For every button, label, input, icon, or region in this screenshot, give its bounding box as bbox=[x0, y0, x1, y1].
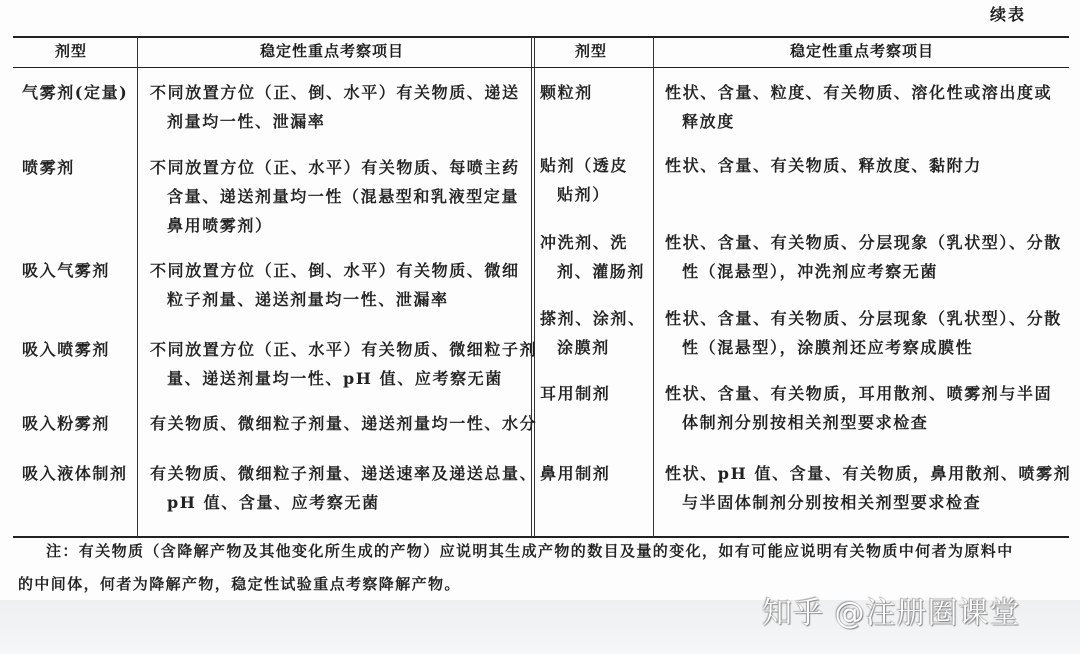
cell-line: 鼻用制剂 bbox=[540, 464, 611, 483]
cell-line: 不同放置方位（正、倒、水平）有关物质、微细 bbox=[150, 261, 520, 280]
left-row-6-dosage-form bbox=[22, 459, 128, 488]
left-row-2-dosage-form bbox=[22, 153, 75, 182]
cell-line: 吸入液体制剂 bbox=[22, 464, 128, 483]
cell-line: 耳用制剂 bbox=[540, 384, 611, 403]
cell-line: 剂量均一性、泄漏率 bbox=[167, 112, 326, 131]
header-rule bbox=[13, 67, 1069, 68]
cell-line: 鼻用喷雾剂） bbox=[167, 216, 273, 235]
cell-line: 吸入喷雾剂 bbox=[22, 340, 111, 359]
right-row-3-test-items bbox=[665, 228, 1062, 286]
cell-line: 性状、含量、粒度、有关物质、溶化性或溶出度或 bbox=[665, 83, 1053, 102]
watermark: 知乎 @注册圈课堂 bbox=[762, 596, 1021, 631]
cell-line: 有关物质、微细粒子剂量、递送速率及递送总量、 bbox=[150, 464, 538, 483]
header-left-items: 稳定性重点考察项目 bbox=[260, 42, 405, 60]
left-column-divider bbox=[137, 37, 138, 537]
cell-line: 涂膜剂 bbox=[557, 338, 610, 357]
cell-line: 剂、灌肠剂 bbox=[557, 262, 646, 281]
cell-line: 性状、含量、有关物质，耳用散剂、喷雾剂与半固 bbox=[665, 384, 1053, 403]
cell-line: 粒子剂量、递送剂量均一性、泄漏率 bbox=[167, 290, 449, 309]
cell-line: 贴剂） bbox=[557, 185, 610, 204]
left-row-3-dosage-form bbox=[22, 256, 110, 285]
left-row-1-dosage-form bbox=[22, 78, 128, 107]
cell-line: 冲洗剂、洗 bbox=[540, 233, 629, 252]
cell-line: 性（混悬型），冲洗剂应考察无菌 bbox=[682, 262, 939, 281]
table-note-line-1: 注：有关物质（含降解产物及其他变化所生成的产物）应说明其生成产物的数目及量的变化，如有可能应说明有关物质中何者为原料中 bbox=[46, 542, 1014, 560]
left-row-2-test-items bbox=[150, 153, 520, 240]
left-row-4-test-items bbox=[150, 335, 537, 393]
cell-line: 贴剂（透皮 bbox=[540, 156, 629, 175]
right-row-1-dosage-form bbox=[540, 78, 593, 107]
table-bottom-rule bbox=[13, 536, 1069, 538]
right-row-1-test-items bbox=[665, 78, 1052, 136]
cell-line: 与半固体制剂分别按相关剂型要求检查 bbox=[682, 493, 982, 512]
cell-line: 含量、递送剂量均一性（混悬型和乳液型定量 bbox=[167, 187, 520, 206]
cell-line: 体制剂分别按相关剂型要求检查 bbox=[682, 413, 929, 432]
header-right-type: 剂型 bbox=[575, 42, 608, 60]
cell-line: 吸入粉雾剂 bbox=[22, 414, 111, 433]
left-row-3-test-items bbox=[150, 256, 520, 314]
right-row-3-dosage-form bbox=[540, 228, 645, 286]
left-row-4-dosage-form bbox=[22, 335, 110, 364]
cell-line: 有关物质、微细粒子剂量、递送剂量均一性、水分 bbox=[150, 414, 538, 433]
right-row-2-test-items bbox=[665, 151, 982, 180]
right-row-4-dosage-form bbox=[540, 304, 646, 362]
cell-line: 性状、含量、有关物质、分层现象（乳状型）、分散 bbox=[665, 233, 1062, 252]
cell-line: 不同放置方位（正、倒、水平）有关物质、递送 bbox=[150, 83, 520, 102]
continued-label: 续表 bbox=[990, 5, 1027, 24]
cell-line: 释放度 bbox=[682, 112, 735, 131]
left-row-5-dosage-form bbox=[22, 409, 110, 438]
right-row-6-dosage-form bbox=[540, 459, 610, 488]
right-row-6-test-items bbox=[665, 459, 1071, 517]
table-top-rule bbox=[13, 36, 1069, 38]
cell-line: 性状、含量、有关物质、分层现象（乳状型）、分散 bbox=[665, 309, 1062, 328]
cell-line: 颗粒剂 bbox=[540, 83, 593, 102]
cell-line: pH 值、含量、应考察无菌 bbox=[167, 493, 380, 512]
table-note-line-2: 的中间体，何者为降解产物，稳定性试验重点考察降解产物。 bbox=[18, 575, 461, 593]
header-left-type: 剂型 bbox=[55, 42, 88, 60]
left-row-5-test-items bbox=[150, 409, 537, 438]
cell-line: 性状、pH 值、含量、有关物质，鼻用散剂、喷雾剂 bbox=[665, 464, 1072, 483]
cell-line: 不同放置方位（正、水平）有关物质、每喷主药 bbox=[150, 158, 520, 177]
right-row-2-dosage-form bbox=[540, 151, 628, 209]
left-row-1-test-items bbox=[150, 78, 520, 136]
right-row-5-dosage-form bbox=[540, 379, 610, 408]
right-row-5-test-items bbox=[665, 379, 1052, 437]
cell-line: 吸入气雾剂 bbox=[22, 261, 111, 280]
header-right-items: 稳定性重点考察项目 bbox=[790, 42, 935, 60]
cell-line: 喷雾剂 bbox=[22, 158, 75, 177]
cell-line: 量、递送剂量均一性、pH 值、应考察无菌 bbox=[167, 369, 503, 388]
left-row-6-test-items bbox=[150, 459, 537, 517]
cell-line: 搽剂、涂剂、 bbox=[540, 309, 646, 328]
cell-line: 不同放置方位（正、水平）有关物质、微细粒子剂 bbox=[150, 340, 538, 359]
right-row-4-test-items bbox=[665, 304, 1062, 362]
cell-line: 性（混悬型），涂膜剂还应考察成膜性 bbox=[682, 338, 974, 357]
cell-line: 性状、含量、有关物质、释放度、黏附力 bbox=[665, 156, 982, 175]
right-column-divider bbox=[653, 37, 654, 537]
cell-line: 气雾剂(定量) bbox=[22, 83, 129, 102]
